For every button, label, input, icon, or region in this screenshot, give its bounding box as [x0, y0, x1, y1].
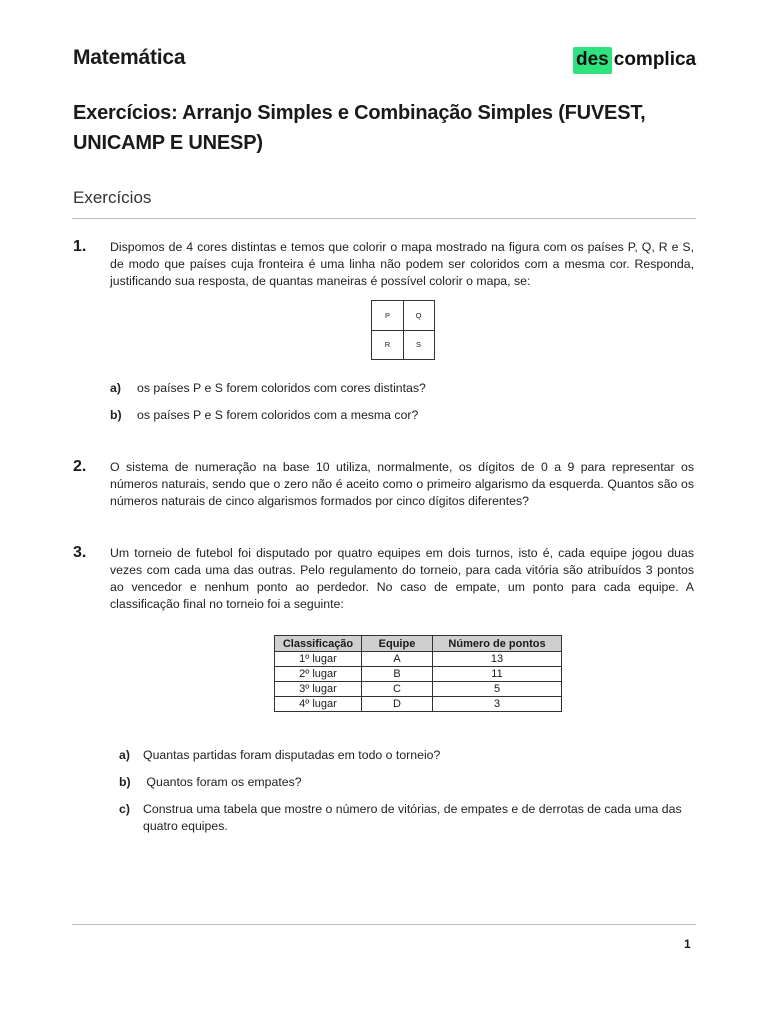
- table-cell: B: [362, 667, 433, 682]
- item-text: Quantos foram os empates?: [143, 775, 302, 789]
- question-1-item-a: [110, 380, 426, 397]
- item-label: b): [110, 408, 122, 422]
- item-label: b): [119, 775, 131, 789]
- table-cell: 3: [433, 697, 562, 712]
- header-classificacao: Classificação: [275, 636, 362, 652]
- question-text-3: Um torneio de futebol foi disputado por quatro equipes em dois turnos, isto é, cada equipe jogou duas vezes com cada uma das outras. Pelo regulamento do torneio, para cada vitória são atribuídos 3 pontos ao vencedor e nenhum ponto ao perdedor. No caso de empate, um ponto para cada equipe. A classificação final no torneio foi a seguinte:: [110, 546, 694, 611]
- section-divider: [72, 218, 696, 219]
- question-number-1: 1.: [73, 238, 87, 255]
- question-number-2: 2.: [73, 458, 87, 475]
- table-row: [275, 697, 562, 712]
- table-row: [275, 652, 562, 667]
- item-label: c): [119, 802, 130, 816]
- table-cell: 4º lugar: [275, 697, 362, 712]
- item-text: os países P e S forem coloridos com cores distintas?: [137, 381, 426, 395]
- item-label: a): [110, 381, 121, 395]
- header-pontos: Número de pontos: [433, 636, 562, 652]
- table-cell: 11: [433, 667, 562, 682]
- logo-text: complica: [613, 49, 697, 70]
- table-cell: D: [362, 697, 433, 712]
- question-3-item-c: [119, 801, 689, 835]
- table-cell: 3º lugar: [275, 682, 362, 697]
- map-cell-r: R: [384, 340, 391, 349]
- map-cell-s: S: [415, 340, 421, 349]
- question-3-item-b: [119, 774, 302, 791]
- table-cell: 13: [433, 652, 562, 667]
- question-number-3: 3.: [73, 544, 87, 561]
- table-header-row: [275, 636, 562, 652]
- country-map-figure: [371, 300, 435, 360]
- question-3-item-a: [119, 747, 440, 764]
- descomplica-logo: [573, 46, 696, 74]
- logo-highlight: des: [573, 47, 612, 74]
- table-cell: 5: [433, 682, 562, 697]
- table-cell: 1º lugar: [275, 652, 362, 667]
- item-label: a): [119, 748, 130, 762]
- map-cell-q: Q: [415, 311, 422, 320]
- table-row: [275, 667, 562, 682]
- header-equipe: Equipe: [362, 636, 433, 652]
- map-cell-p: P: [384, 311, 390, 320]
- classification-table: [274, 635, 562, 712]
- page-number: 1: [684, 937, 691, 951]
- table-cell: C: [362, 682, 433, 697]
- item-text: os países P e S forem coloridos com a mesma cor?: [137, 408, 419, 422]
- item-text: Quantas partidas foram disputadas em todo o torneio?: [143, 748, 441, 762]
- question-text-2: O sistema de numeração na base 10 utiliza, normalmente, os dígitos de 0 a 9 para representar os números naturais, sendo que o zero não é aceito como o primeiro algarismo da esquerda. Quantos são os números naturais de cinco algarismos formados por cinco dígitos diferentes?: [110, 460, 694, 508]
- item-text: Construa uma tabela que mostre o número de vitórias, de empates e de derrotas de cada uma das quatro equipes.: [143, 802, 682, 833]
- document-title: Exercícios: Arranjo Simples e Combinação Simples (FUVEST, UNICAMP E UNESP): [73, 102, 646, 154]
- table-cell: 2º lugar: [275, 667, 362, 682]
- question-1-item-b: [110, 407, 418, 424]
- section-heading: Exercícios: [73, 188, 152, 207]
- table-cell: A: [362, 652, 433, 667]
- question-text-1: Dispomos de 4 cores distintas e temos que colorir o mapa mostrado na figura com os países P, Q, R e S, de modo que países cuja fronteira é uma linha não podem ser coloridos com a mesma cor. Responda, justificando sua resposta, de quantas maneiras é possível colorir o mapa, se:: [110, 240, 694, 288]
- table-row: [275, 682, 562, 697]
- subject-title: Matemática: [73, 46, 186, 69]
- footer-divider: [72, 924, 696, 925]
